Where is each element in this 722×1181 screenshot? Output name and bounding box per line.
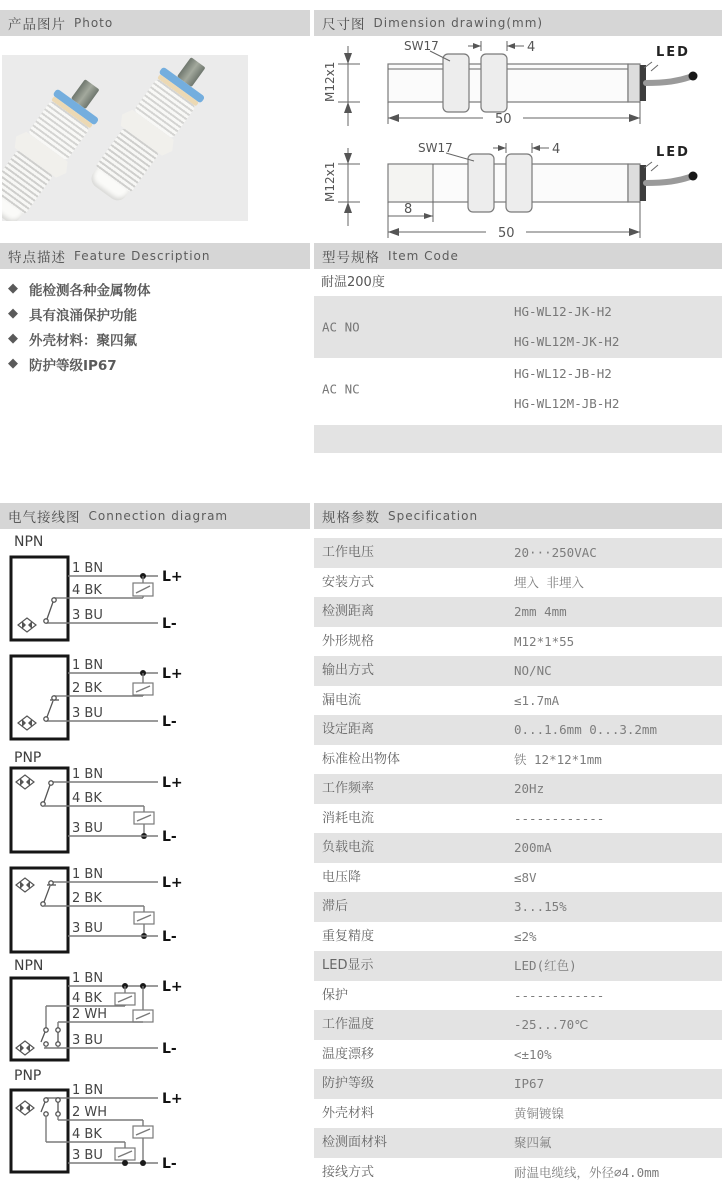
diamond-bullet-icon: ◆ bbox=[8, 306, 18, 321]
item-code-value: HG-WL12-JB-H2 bbox=[514, 366, 612, 381]
spec-table bbox=[314, 538, 722, 1181]
wrench-label: SW17 bbox=[404, 39, 439, 53]
spec-label: 安装方式 bbox=[322, 574, 375, 590]
wire-label: 1 BN bbox=[72, 867, 104, 882]
spec-label: 漏电流 bbox=[322, 692, 362, 708]
item-code-value: HG-WL12M-JK-H2 bbox=[514, 334, 620, 349]
wiring-diagram-pnp-4wire bbox=[6, 1066, 191, 1178]
itemcode-title-en: Item Code bbox=[388, 249, 459, 263]
spec-row bbox=[314, 745, 722, 775]
spec-value: LED(红色) bbox=[514, 958, 577, 973]
spec-row bbox=[314, 1158, 722, 1181]
feature-text: 能检测各种金属物体 bbox=[29, 282, 151, 299]
terminal-plus-label: L+ bbox=[162, 875, 183, 891]
led-label: LED bbox=[656, 45, 690, 60]
thread-label: M12x1 bbox=[323, 161, 337, 202]
length-label: 50 bbox=[498, 226, 515, 241]
spec-label: 检测面材料 bbox=[322, 1135, 388, 1150]
spec-value: 埋入 非埋入 bbox=[514, 574, 585, 590]
wire-label: 1 BN bbox=[72, 767, 104, 782]
spec-row bbox=[314, 686, 722, 716]
spec-label: 电压降 bbox=[322, 869, 362, 885]
sensor-image-2 bbox=[79, 55, 224, 211]
head-length-label: 8 bbox=[404, 202, 413, 217]
spec-label: 设定距离 bbox=[322, 722, 375, 737]
spec-label: 消耗电流 bbox=[322, 810, 375, 826]
wire-label: 3 BU bbox=[72, 706, 103, 721]
wire-label: 3 BU bbox=[72, 1033, 103, 1048]
item-code-list bbox=[514, 425, 722, 427]
feature-text: 防护等级IP67 bbox=[29, 357, 117, 374]
diamond-bullet-icon: ◆ bbox=[8, 356, 18, 371]
spec-label: 检测距离 bbox=[322, 604, 375, 619]
spec-value: 聚四氟 bbox=[514, 1135, 552, 1150]
spec-label: 工作电压 bbox=[322, 545, 375, 560]
nut-width-label: 4 bbox=[552, 142, 561, 157]
spec-value: ≤1.7mA bbox=[514, 692, 560, 708]
spec-value: 2mm 4mm bbox=[514, 604, 567, 619]
spec-value: 0...1.6mm 0...3.2mm bbox=[514, 722, 657, 737]
wire-label: 3 BU bbox=[72, 608, 103, 623]
length-label: 50 bbox=[495, 112, 512, 127]
spec-row bbox=[314, 1069, 722, 1099]
spec-value: -25...70℃ bbox=[514, 1017, 589, 1032]
wire-label: 2 WH bbox=[72, 1007, 108, 1022]
diagram-type-label: NPN bbox=[14, 958, 44, 974]
terminal-minus-label: L- bbox=[162, 929, 177, 945]
item-code-type: AC NO bbox=[322, 319, 360, 335]
terminal-plus-label: L+ bbox=[162, 979, 183, 995]
spec-label: 接线方式 bbox=[322, 1164, 375, 1180]
spec-value: ------------ bbox=[514, 987, 605, 1003]
connection-title-zh: 电气接线图 bbox=[8, 510, 81, 526]
spec-title-zh: 规格参数 bbox=[322, 510, 380, 526]
spec-value: 20Hz bbox=[514, 781, 545, 796]
terminal-plus-label: L+ bbox=[162, 1091, 183, 1107]
spec-row bbox=[314, 1128, 722, 1158]
feature-list bbox=[8, 276, 308, 376]
photo-section-header bbox=[0, 10, 310, 36]
spec-value: 200mA bbox=[514, 840, 552, 855]
feature-item bbox=[8, 326, 308, 351]
dimension-section-header bbox=[314, 10, 722, 36]
spec-row bbox=[314, 568, 722, 598]
feature-text: 外壳材料：聚四氟 bbox=[29, 332, 137, 349]
photo-title-en: Photo bbox=[74, 16, 114, 30]
spec-row bbox=[314, 922, 722, 952]
thread-label: M12x1 bbox=[323, 61, 337, 102]
spec-label: 工作温度 bbox=[322, 1017, 375, 1032]
feature-title-zh: 特点描述 bbox=[8, 250, 66, 266]
wire-label: 1 BN bbox=[72, 1083, 104, 1098]
spec-value: M12*1*55 bbox=[514, 633, 575, 649]
feature-item bbox=[8, 301, 308, 326]
temperature-note: 耐温200度 bbox=[321, 275, 385, 290]
spec-row bbox=[314, 833, 722, 863]
wiring-diagram-npn-4wire bbox=[6, 956, 191, 1066]
wire-label: 2 WH bbox=[72, 1105, 108, 1120]
photo-title-zh: 产品图片 bbox=[8, 17, 66, 33]
wire-label: 1 BN bbox=[72, 658, 104, 673]
nut-width-label: 4 bbox=[527, 40, 536, 55]
spec-label: LED显示 bbox=[322, 958, 374, 973]
spec-row bbox=[314, 538, 722, 568]
diamond-bullet-icon: ◆ bbox=[8, 331, 18, 346]
spec-row bbox=[314, 892, 722, 922]
wire-label: 1 BN bbox=[72, 561, 104, 576]
spec-label: 防护等级 bbox=[322, 1076, 375, 1091]
spec-label: 负载电流 bbox=[322, 840, 375, 855]
spec-row bbox=[314, 951, 722, 981]
wire-label: 4 BK bbox=[72, 791, 102, 806]
item-code-group bbox=[314, 296, 722, 358]
itemcode-section-header bbox=[314, 243, 722, 269]
spec-row bbox=[314, 1099, 722, 1129]
feature-title-en: Feature Description bbox=[74, 249, 211, 263]
spec-row bbox=[314, 715, 722, 745]
product-photo bbox=[2, 55, 248, 221]
spec-label: 工作频率 bbox=[322, 781, 375, 796]
spec-section-header bbox=[314, 503, 722, 529]
wire-label: 4 BK bbox=[72, 583, 102, 598]
item-code-group bbox=[314, 425, 722, 453]
wire-label: 2 BK bbox=[72, 891, 102, 906]
item-code-type: AC NC bbox=[322, 381, 360, 397]
spec-value: <±10% bbox=[514, 1046, 552, 1062]
spec-value: 20···250VAC bbox=[514, 545, 597, 560]
wrench-label: SW17 bbox=[418, 142, 453, 155]
item-code-groups bbox=[314, 296, 722, 453]
wire-label: 3 BU bbox=[72, 921, 103, 936]
spec-title-en: Specification bbox=[388, 509, 479, 523]
spec-label: 输出方式 bbox=[322, 663, 375, 678]
spec-label: 滞后 bbox=[322, 899, 349, 914]
terminal-minus-label: L- bbox=[162, 1041, 177, 1057]
dimension-drawing-1 bbox=[318, 38, 722, 140]
diagram-type-label: PNP bbox=[14, 750, 42, 766]
terminal-plus-label: L+ bbox=[162, 569, 183, 585]
spec-label: 重复精度 bbox=[322, 928, 375, 944]
diagram-type-label: PNP bbox=[14, 1068, 42, 1084]
spec-value: ------------ bbox=[514, 810, 605, 826]
wire-label: 3 BU bbox=[72, 821, 103, 836]
item-code-value: HG-WL12-JK-H2 bbox=[514, 304, 612, 319]
feature-item bbox=[8, 351, 308, 376]
wire-label: 2 BK bbox=[72, 681, 102, 696]
diagram-type-label: NPN bbox=[14, 534, 44, 550]
wiring-diagram-pnp-nc bbox=[6, 858, 191, 956]
spec-value: ≤8V bbox=[514, 869, 537, 885]
wiring-diagram-nc bbox=[6, 648, 191, 748]
dimension-title-zh: 尺寸图 bbox=[322, 17, 366, 33]
led-label: LED bbox=[656, 145, 690, 160]
wiring-diagram-npn-no bbox=[6, 528, 191, 643]
terminal-plus-label: L+ bbox=[162, 775, 183, 791]
spec-row bbox=[314, 627, 722, 657]
connection-section-header bbox=[0, 503, 310, 529]
spec-label: 温度漂移 bbox=[322, 1046, 375, 1062]
item-code-list bbox=[514, 358, 722, 420]
spec-value: ≤2% bbox=[514, 928, 537, 944]
wire-label: 1 BN bbox=[72, 971, 104, 986]
spec-label: 外壳材料 bbox=[322, 1105, 375, 1121]
itemcode-title-zh: 型号规格 bbox=[322, 250, 380, 266]
spec-label: 外形规格 bbox=[322, 633, 375, 649]
spec-value: 铁 12*12*1mm bbox=[514, 751, 602, 767]
spec-row bbox=[314, 981, 722, 1011]
wire-label: 4 BK bbox=[72, 1127, 102, 1142]
dimension-drawing-2 bbox=[318, 142, 722, 242]
spec-row bbox=[314, 804, 722, 834]
spec-row bbox=[314, 863, 722, 893]
spec-value: IP67 bbox=[514, 1076, 545, 1091]
item-code-group bbox=[314, 358, 722, 420]
spec-row bbox=[314, 656, 722, 686]
spec-value: 耐温电缆线，外径∅4.0mm bbox=[514, 1164, 660, 1180]
terminal-plus-label: L+ bbox=[162, 666, 183, 682]
spec-row bbox=[314, 774, 722, 804]
spec-value: 黄铜镀镍 bbox=[514, 1105, 565, 1121]
connection-title-en: Connection diagram bbox=[88, 509, 229, 523]
item-code-list bbox=[514, 296, 722, 358]
spec-row bbox=[314, 597, 722, 627]
wiring-diagram-pnp-no bbox=[6, 748, 191, 858]
terminal-minus-label: L- bbox=[162, 616, 177, 632]
spec-label: 标准检出物体 bbox=[322, 751, 401, 767]
terminal-minus-label: L- bbox=[162, 1156, 177, 1172]
terminal-minus-label: L- bbox=[162, 829, 177, 845]
diamond-bullet-icon: ◆ bbox=[8, 281, 18, 296]
dimension-title-en: Dimension drawing(mm) bbox=[373, 16, 544, 30]
feature-item bbox=[8, 276, 308, 301]
terminal-minus-label: L- bbox=[162, 714, 177, 730]
spec-row bbox=[314, 1010, 722, 1040]
feature-text: 具有浪涌保护功能 bbox=[29, 307, 137, 324]
spec-label: 保护 bbox=[322, 987, 349, 1003]
spec-value: NO/NC bbox=[514, 663, 552, 678]
wire-label: 4 BK bbox=[72, 991, 102, 1006]
wire-label: 3 BU bbox=[72, 1148, 103, 1163]
feature-section-header bbox=[0, 243, 310, 269]
spec-value: 3...15% bbox=[514, 899, 567, 914]
item-code-value: HG-WL12M-JB-H2 bbox=[514, 396, 620, 411]
spec-row bbox=[314, 1040, 722, 1070]
